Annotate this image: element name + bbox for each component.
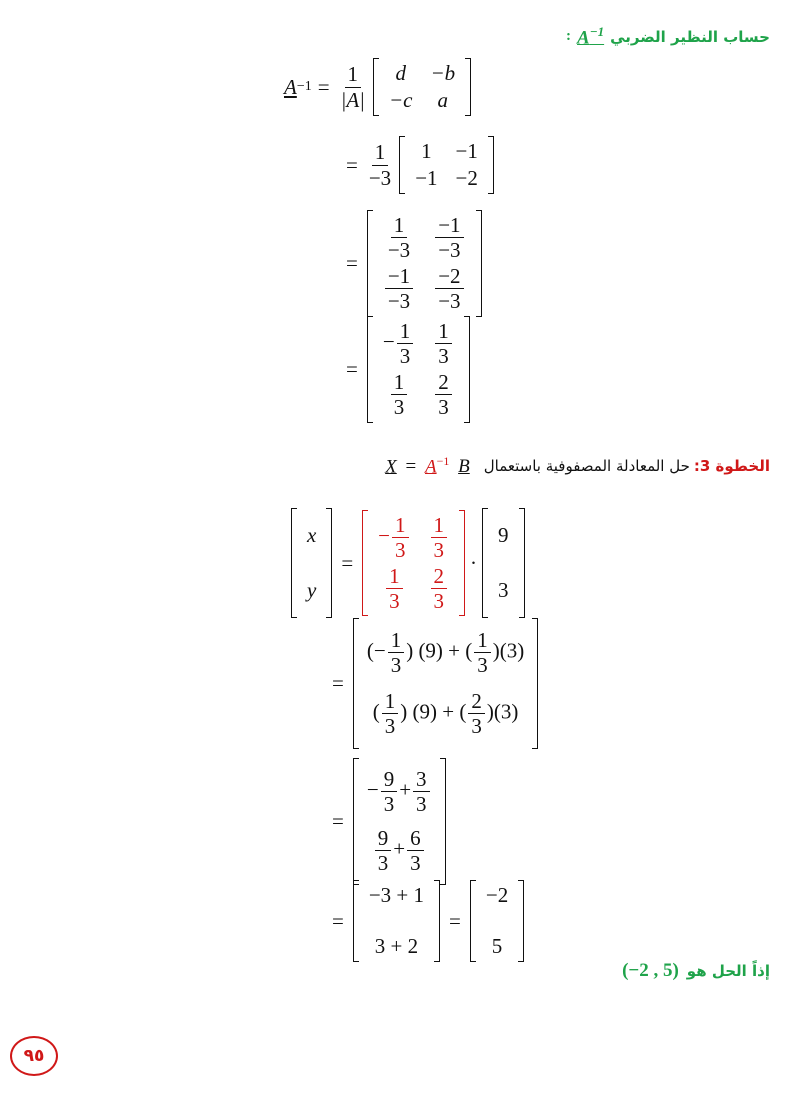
step-3-heading bbox=[385, 454, 770, 478]
step-3-text: حل المعادلة المصفوفية باستعمال bbox=[483, 457, 690, 476]
inverse-matrix: − $\frac{1}{3}$ $\frac{1}{3}$ $\frac{1}{3}$ $\frac{2}{3}$ bbox=[362, 510, 465, 617]
heading-symbol: $A^{-1}$ bbox=[577, 24, 605, 49]
formula-lhs-sup: −1 bbox=[296, 79, 312, 94]
inverse-formula bbox=[284, 58, 474, 116]
page-number: ٩٥ bbox=[10, 1036, 58, 1076]
step-2: = $\frac{1}{-3}$ $\frac{-1}{-3}$ $\frac{-1}{-3}$ $\frac{-2}{-3}$ bbox=[340, 210, 485, 317]
final-step: = −3 + 1 3 + 2 = −2 5 bbox=[326, 880, 527, 962]
inverse-heading bbox=[566, 24, 770, 49]
step-1: = $\frac{1}{-3}$ 1 −1 −1 −2 bbox=[340, 136, 497, 194]
heading-colon: : bbox=[566, 28, 572, 45]
sum-step: = − $\frac{9}{3}$ + $\frac{3}{3}$ $\frac{9}{3}$ + $\frac{6}{3}$ bbox=[326, 758, 449, 885]
formula-lhs: A bbox=[284, 74, 297, 99]
step-3-equation: $X = A^{-1}$ B bbox=[385, 454, 470, 478]
unknown-vector: x y bbox=[291, 508, 332, 618]
formula-matrix: d −b −c a bbox=[373, 58, 471, 116]
solve-equation: x y = − $\frac{1}{3}$ $\frac{1}{3}$ $\frac{1}{3}$ $\frac{2}{3}$ · 9 3 bbox=[288, 508, 528, 618]
expand-step: = (− $\frac{1}{3}$ ) (9) + ( $\frac{1}{3}$ )(3) ( $\frac{1}{3}$ ) (9) + ( $\frac{2}{3}$ )(3) bbox=[326, 618, 541, 749]
answer-text: إذاً الحل هو bbox=[686, 962, 770, 980]
constant-vector: 9 3 bbox=[482, 508, 525, 618]
step-3: = − $\frac{1}{3}$ $\frac{1}{3}$ $\frac{1}{3}$ $\frac{2}{3}$ bbox=[340, 316, 473, 423]
heading-text: حساب النظير الضربي bbox=[610, 27, 770, 46]
formula-fraction: $\frac{1}{|A|}$ bbox=[340, 62, 365, 112]
step-3-label: الخطوة 3: bbox=[693, 457, 770, 476]
answer-solution: (−2 , 5) bbox=[622, 960, 679, 981]
answer-line bbox=[622, 960, 770, 982]
formula-eq: = bbox=[317, 74, 330, 99]
